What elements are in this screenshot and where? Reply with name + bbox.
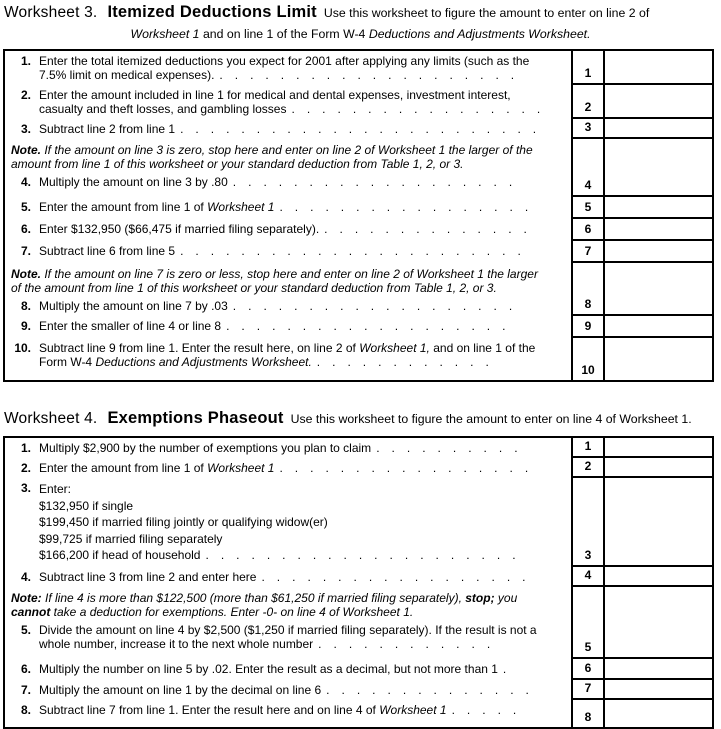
line-number-label: 5 [584, 200, 592, 214]
line-number-label: 2 [584, 459, 592, 473]
line-number-label: 6 [584, 660, 592, 675]
ws4-line-number-8 [571, 700, 605, 727]
dot-leader: . . . . . [451, 702, 517, 717]
ws3-note-1: Note. If the amount on line 3 is zero, stop here and enter on line 2 of Worksheet 1 the larger of the amount from line 1 of this worksheet or your standard deduction from Table 1, 2, or 3. [11, 143, 533, 171]
ws3-entry-cell-3[interactable] [605, 119, 712, 139]
ws3-entry-cell-6[interactable] [605, 219, 712, 241]
item-number: 8. [20, 299, 31, 313]
dot-leader: . . . . . . . . . . . . . . . . . . . . . . . [180, 244, 522, 258]
item-text: Multiply the amount on line 7 by .03 [39, 299, 228, 313]
line-number-label: 4 [584, 178, 592, 192]
worksheet4-label: Worksheet 4. [4, 410, 98, 427]
ws3-row-6 [5, 219, 712, 241]
item-number: 4. [20, 175, 31, 189]
ws4-row-5-text-cell [5, 587, 571, 659]
line-number-label: 3 [584, 547, 592, 562]
line-number-label: 4 [584, 567, 592, 582]
dot-leader: . . . . . . . . . . . . . . . . . . . . [219, 68, 515, 82]
form-page [0, 3, 721, 724]
item-number: 1. [20, 54, 31, 68]
ws3-row-3-text-cell [5, 119, 571, 139]
item-text: Subtract line 3 from line 2 and enter here [39, 569, 257, 584]
ws4-row-1 [5, 438, 712, 458]
ws3-row-10-text-cell [5, 338, 571, 380]
ws4-row-1-text-cell [5, 438, 571, 458]
ws4-line-number-1 [571, 438, 605, 458]
line-number-label: 8 [584, 297, 592, 311]
ws3-line-number-3 [571, 119, 605, 139]
ws4-row-2-text-cell [5, 458, 571, 478]
item-text: Enter: $132,950 if single $199,450 if married filing jointly or qualifying widow(er) $99,725 if married filing separately $166,200 if head of household [39, 482, 328, 562]
ws3-row-2 [5, 85, 712, 119]
ws4-row-3 [5, 478, 712, 567]
item-text: Enter the amount included in line 1 for medical and dental expenses, investment interest, casualty and theft losses, and gambling losses [39, 88, 511, 116]
ws3-row-1-text-cell [5, 51, 571, 85]
item-number: 8. [20, 702, 31, 717]
line-number-label: 2 [584, 100, 592, 114]
ws4-entry-cell-6[interactable] [605, 659, 712, 680]
ws3-line-number-4 [571, 139, 605, 197]
worksheet3-title: Itemized Deductions Limit [107, 3, 317, 21]
ws4-row-5 [5, 587, 712, 659]
item-number: 2. [20, 461, 31, 475]
ws3-row-8 [5, 263, 712, 316]
ws3-row-7-text-cell [5, 241, 571, 263]
ws4-line-number-6 [571, 659, 605, 680]
item-number: 1. [20, 441, 31, 455]
worksheet3-intro-line2: Worksheet 1 and on line 1 of the Form W-4 Deductions and Adjustments Worksheet. [130, 27, 591, 41]
dot-leader: . . . . . . . . . . . . . . . . . . . [232, 175, 513, 189]
ws3-row-9 [5, 316, 712, 338]
item-number: 9. [20, 319, 31, 333]
ws4-line-number-5 [571, 587, 605, 659]
dot-leader: . . . . . . . . . . . . . . . . . [291, 102, 541, 116]
item-text: Subtract line 7 from line 1. Enter the result here and on line 4 of Worksheet 1 [39, 702, 447, 717]
item-number: 10. [14, 341, 31, 355]
ws4-row-7-text-cell [5, 680, 571, 700]
ws3-entry-cell-2[interactable] [605, 85, 712, 119]
line-number-label: 7 [584, 680, 592, 695]
ws4-row-2 [5, 458, 712, 478]
dot-leader: . . . . . . . . . . . . . . . . . . . [232, 299, 513, 313]
ws3-line-number-6 [571, 219, 605, 241]
item-number: 7. [20, 682, 31, 697]
ws3-line-number-2 [571, 85, 605, 119]
item-text: Enter $132,950 ($66,475 if married filing separately). [39, 222, 320, 236]
ws3-row-5 [5, 197, 712, 219]
item-text: Multiply $2,900 by the number of exemptions you plan to claim [39, 441, 372, 455]
ws4-entry-cell-7[interactable] [605, 680, 712, 700]
ws3-line-number-5 [571, 197, 605, 219]
ws4-row-3-text-cell [5, 478, 571, 567]
line-number-label: 8 [584, 709, 592, 724]
ws3-row-9-text-cell [5, 316, 571, 338]
ws4-entry-cell-1[interactable] [605, 438, 712, 458]
dot-leader: . [502, 661, 507, 676]
ws4-row-6 [5, 659, 712, 680]
item-text: Subtract line 9 from line 1. Enter the result here, on line 2 of Worksheet 1, and on line 1 of the Form W-4 Deductions and Adjustments Worksheet. [39, 341, 536, 369]
item-text: Divide the amount on line 4 by $2,500 ($1,250 if married filing separately). If the result is not a whole number, increase it to the next whole number [39, 622, 537, 651]
ws4-row-8 [5, 700, 712, 727]
ws3-row-4 [5, 139, 712, 197]
worksheet3-header [4, 3, 717, 41]
ws3-row-2-text-cell [5, 85, 571, 119]
dot-leader: . . . . . . . . . . . . . . . . . . . . . . . . [180, 122, 537, 136]
ws3-row-8-text-cell [5, 263, 571, 316]
ws3-row-5-text-cell [5, 197, 571, 219]
dot-leader: . . . . . . . . . . . . [318, 636, 491, 651]
ws3-line-number-8 [571, 263, 605, 316]
dot-leader: . . . . . . . . . . [376, 441, 519, 455]
item-text: Subtract line 6 from line 5 [39, 244, 176, 258]
item-text: Multiply the amount on line 1 by the decimal on line 6 [39, 682, 322, 697]
worksheet4-table [3, 436, 714, 729]
ws4-entry-cell-3[interactable] [605, 478, 712, 567]
item-number: 6. [20, 222, 31, 236]
ws3-row-10 [5, 338, 712, 380]
ws3-entry-cell-10[interactable] [605, 338, 712, 380]
dot-leader: . . . . . . . . . . . . . . . . . . . [226, 319, 506, 333]
item-number: 3. [20, 481, 31, 495]
item-text: Enter the amount from line 1 of Worksheet 1 [39, 461, 275, 475]
line-number-label: 7 [584, 244, 592, 258]
worksheet3-intro: Use this worksheet to figure the amount to enter on line 2 of [323, 6, 650, 20]
ws4-note: Note: If line 4 is more than $122,500 (more than $61,250 if married filing separately), stop; you cannot take a deduction for exemptions. Enter -0- on line 4 of Worksheet 1. [11, 590, 518, 619]
ws3-row-1 [5, 51, 712, 85]
ws3-row-6-text-cell [5, 219, 571, 241]
dot-leader: . . . . . . . . . . . . . . . . . [279, 461, 529, 475]
item-number: 2. [20, 88, 31, 102]
worksheet4-title: Exemptions Phaseout [107, 409, 284, 427]
dot-leader: . . . . . . . . . . . . . . [326, 682, 530, 697]
worksheet4-header [4, 409, 717, 428]
ws3-entry-cell-8[interactable] [605, 263, 712, 316]
line-number-label: 3 [584, 120, 592, 134]
dot-leader: . . . . . . . . . . . . . . . . . . . . . [205, 548, 517, 562]
ws3-entry-cell-7[interactable] [605, 241, 712, 263]
item-text: Subtract line 2 from line 1 [39, 122, 176, 136]
ws4-line-number-2 [571, 458, 605, 478]
ws4-row-4 [5, 567, 712, 587]
dot-leader: . . . . . . . . . . . . . . . . . [279, 200, 529, 214]
item-number: 5. [20, 200, 31, 214]
item-number: 4. [20, 569, 31, 584]
line-number-label: 1 [584, 439, 592, 453]
worksheet3-label: Worksheet 3. [4, 4, 98, 21]
ws4-row-6-text-cell [5, 659, 571, 680]
ws4-row-7 [5, 680, 712, 700]
worksheet3-table [3, 49, 714, 382]
item-text: Multiply the amount on line 3 by .80 [39, 175, 228, 189]
ws4-entry-cell-2[interactable] [605, 458, 712, 478]
item-number: 7. [20, 244, 31, 258]
ws3-line-number-9 [571, 316, 605, 338]
section-gap [0, 382, 721, 406]
ws3-note-2: Note. If the amount on line 7 is zero or less, stop here and enter on line 2 of Worksheet 1 the larger of the amount from line 1 of this worksheet or your standard deduction from Table 1, 2, or 3. [11, 267, 538, 295]
ws4-line-number-3 [571, 478, 605, 567]
ws3-line-number-10 [571, 338, 605, 380]
ws3-entry-cell-5[interactable] [605, 197, 712, 219]
ws3-row-4-text-cell [5, 139, 571, 197]
ws4-entry-cell-4[interactable] [605, 567, 712, 587]
item-number: 5. [20, 622, 31, 637]
line-number-label: 10 [581, 363, 595, 377]
ws4-row-4-text-cell [5, 567, 571, 587]
ws4-entry-cell-5[interactable] [605, 587, 712, 659]
dot-leader: . . . . . . . . . . . . . . [324, 222, 528, 236]
ws4-line-number-4 [571, 567, 605, 587]
ws3-line-number-1 [571, 51, 605, 85]
ws3-row-3 [5, 119, 712, 139]
line-number-label: 5 [584, 639, 592, 654]
line-number-label: 9 [584, 319, 592, 333]
item-number: 6. [20, 661, 31, 676]
ws3-entry-cell-9[interactable] [605, 316, 712, 338]
ws3-entry-cell-4[interactable] [605, 139, 712, 197]
dot-leader: . . . . . . . . . . . . [316, 355, 490, 369]
ws3-line-number-7 [571, 241, 605, 263]
ws3-row-7 [5, 241, 712, 263]
line-number-label: 6 [584, 222, 592, 236]
ws4-entry-cell-8[interactable] [605, 700, 712, 727]
item-text: Multiply the number on line 5 by .02. Enter the result as a decimal, but not more than 1 [39, 661, 498, 676]
ws3-entry-cell-1[interactable] [605, 51, 712, 85]
line-number-label: 1 [584, 66, 592, 80]
item-text: Enter the amount from line 1 of Worksheet 1 [39, 200, 275, 214]
worksheet4-intro: Use this worksheet to figure the amount to enter on line 4 of Worksheet 1. [290, 412, 692, 426]
item-number: 3. [20, 122, 31, 136]
item-text: Enter the total itemized deductions you expect for 2001 after applying any limits (such as the 7.5% limit on medical expenses). [39, 54, 530, 82]
item-text: Enter the smaller of line 4 or line 8 [39, 319, 222, 333]
dot-leader: . . . . . . . . . . . . . . . . . . [261, 569, 527, 584]
ws4-row-8-text-cell [5, 700, 571, 727]
ws4-line-number-7 [571, 680, 605, 700]
